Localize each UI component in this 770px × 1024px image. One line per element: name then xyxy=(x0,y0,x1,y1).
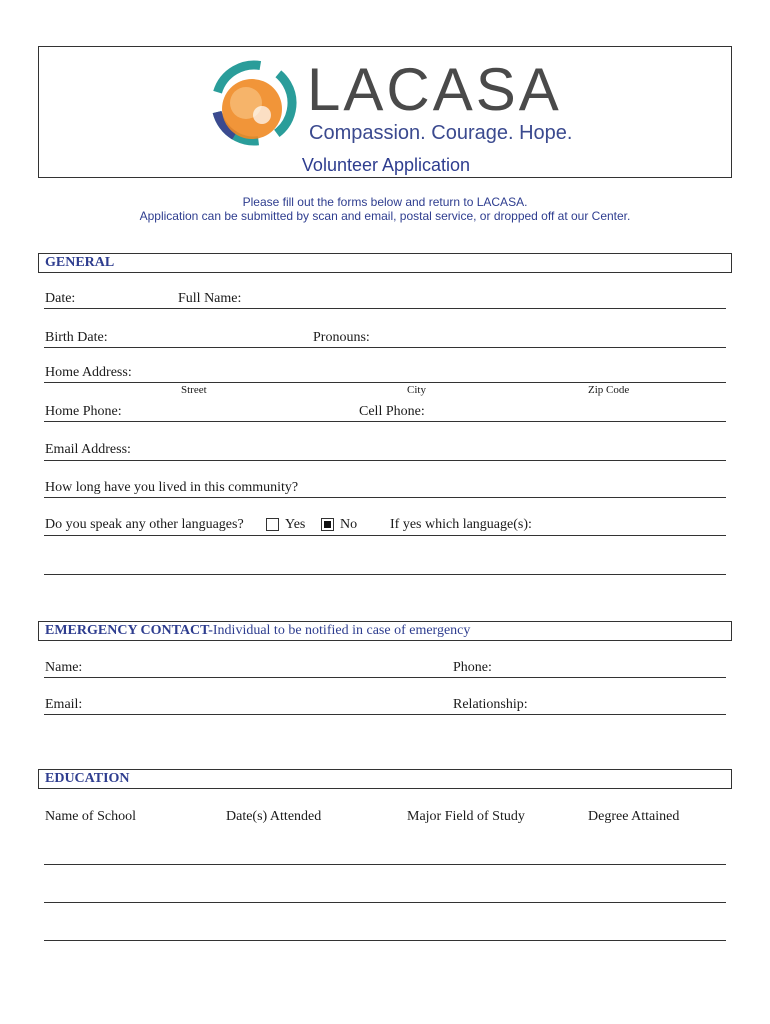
community-field-line[interactable] xyxy=(44,497,726,498)
languages-field-line[interactable] xyxy=(44,535,726,536)
home-phone-label: Home Phone: xyxy=(45,404,122,419)
general-section-title: GENERAL xyxy=(45,255,115,270)
emergency-relationship-label: Relationship: xyxy=(453,697,528,712)
education-row-line[interactable] xyxy=(44,864,726,865)
city-label: City xyxy=(407,384,426,396)
instructions-line-2: Application can be submitted by scan and email, postal service, or dropped off at our Center. xyxy=(139,209,631,223)
home-address-label: Home Address: xyxy=(45,365,132,380)
emergency-name-label: Name: xyxy=(45,660,83,675)
emergency-email-relationship-line[interactable] xyxy=(44,714,726,715)
lacasa-logo-emblem xyxy=(204,53,304,153)
logo-text: LACASA xyxy=(307,56,562,123)
which-languages-label: If yes which language(s): xyxy=(390,517,532,532)
emergency-title-text: EMERGENCY CONTACT- xyxy=(45,623,213,638)
emergency-name-phone-line[interactable] xyxy=(44,677,726,678)
education-section-title: EDUCATION xyxy=(45,771,130,786)
languages-no-checkbox[interactable] xyxy=(321,518,334,531)
languages-no-label: No xyxy=(340,517,358,532)
education-column-degree: Degree Attained xyxy=(588,809,680,824)
languages-yes-checkbox[interactable] xyxy=(266,518,279,531)
education-column-school: Name of School xyxy=(45,809,136,824)
pronouns-label: Pronouns: xyxy=(313,330,370,345)
page-title: Volunteer Application xyxy=(301,155,471,175)
date-name-field-line[interactable] xyxy=(44,308,726,309)
emergency-section-title xyxy=(45,623,470,639)
logo-tagline: Compassion. Courage. Hope. xyxy=(309,122,573,144)
education-row-line[interactable] xyxy=(44,902,726,903)
date-label: Date: xyxy=(45,291,76,306)
emergency-subtitle: Individual to be notified in case of emergency xyxy=(212,623,471,638)
zip-code-label: Zip Code xyxy=(588,384,630,396)
street-label: Street xyxy=(181,384,207,396)
home-address-field-line[interactable] xyxy=(44,382,726,383)
email-field-line[interactable] xyxy=(44,460,726,461)
full-name-label: Full Name: xyxy=(178,291,242,306)
emergency-email-label: Email: xyxy=(45,697,83,712)
header-box xyxy=(38,46,732,178)
other-languages-label: Do you speak any other languages? xyxy=(45,517,244,532)
education-column-dates: Date(s) Attended xyxy=(226,809,322,824)
education-section-header xyxy=(38,769,732,789)
cell-phone-label: Cell Phone: xyxy=(359,404,425,419)
birth-pronouns-field-line[interactable] xyxy=(44,347,726,348)
birth-date-label: Birth Date: xyxy=(45,330,108,345)
instructions-line-1: Please fill out the forms below and return to LACASA. xyxy=(242,195,528,209)
emergency-phone-label: Phone: xyxy=(453,660,492,675)
email-address-label: Email Address: xyxy=(45,442,131,457)
emergency-section-header xyxy=(38,621,732,641)
education-row-line[interactable] xyxy=(44,940,726,941)
languages-extra-line[interactable] xyxy=(44,574,726,575)
phone-field-line[interactable] xyxy=(44,421,726,422)
community-duration-label: How long have you lived in this community? xyxy=(45,480,299,495)
languages-yes-label: Yes xyxy=(285,517,306,532)
general-section-header xyxy=(38,253,732,273)
education-column-major: Major Field of Study xyxy=(407,809,525,824)
